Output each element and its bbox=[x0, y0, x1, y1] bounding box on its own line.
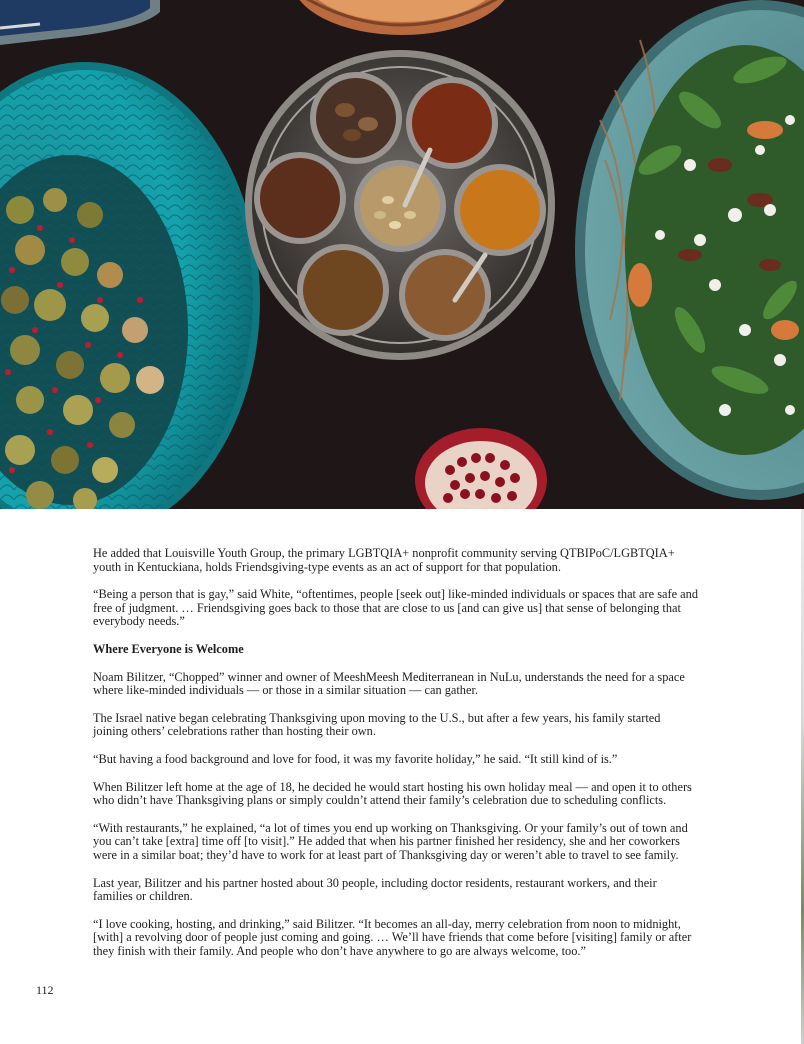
article-paragraph: When Bilitzer left home at the age of 18, he decided he would start hosting his own holiday meal — and open it to others who didn’t have Thanksgiving plans or simply couldn’t attend their family’s celebration due to scheduling conflicts. bbox=[93, 779, 692, 808]
article-paragraph: “But having a food background and love for food, it was my favorite holiday,” he said. “It still kind of is.” bbox=[93, 751, 618, 766]
article-body bbox=[93, 547, 698, 972]
article-paragraph: Last year, Bilitzer and his partner hosted about 30 people, including doctor residents, restaurant workers, and their families or children. bbox=[93, 875, 657, 904]
article-paragraph: He added that Louisville Youth Group, the primary LGBTQIA+ nonprofit community serving QTBIPoC/LGBTQIA+ youth in Kentuckiana, holds Friendsgiving-type events as an act of support for that population. bbox=[93, 546, 675, 574]
page-number: 112 bbox=[36, 983, 54, 997]
spice-tin bbox=[245, 50, 555, 360]
hero-photo bbox=[0, 0, 804, 509]
article-paragraph: “I love cooking, hosting, and drinking,” said Bilitzer. “It becomes an all-day, merry celebration from noon to midnight, [with] a revolving door of people just coming and going. … We’ll have friends that come before [visiting] family or after they finish with their family. And people who don’t have anywhere to go are always welcome, too.” bbox=[93, 916, 692, 958]
section-heading: Where Everyone is Welcome bbox=[93, 641, 244, 656]
article-paragraph: The Israel native began celebrating Thanksgiving upon moving to the U.S., but after a few years, his family started joining others’ celebrations rather than hosting their own. bbox=[93, 710, 661, 739]
article-paragraph: Noam Bilitzer, “Chopped” winner and owner of MeeshMeesh Mediterranean in NuLu, understands the need for a space where like-minded individuals — or those in a similar situation — can gather. bbox=[93, 669, 685, 698]
article-paragraph: “Being a person that is gay,” said White, “oftentimes, people [seek out] like-minded individuals or spaces that are safe and free of judgment. … Friendsgiving goes back to those that are close to us [and can give us] that sense of belonging that everybody needs.” bbox=[93, 587, 698, 629]
article-paragraph: “With restaurants,” he explained, “a lot of times you end up working on Thanksgiving. Or your family’s out of town and you can’t take [extra] time off [to visit].” He added that when his partner finished her residency, she and her coworkers were in a similar boat; they’d have to work for at least part of Thanksgiving day or weren’t able to travel to see family. bbox=[93, 820, 688, 862]
